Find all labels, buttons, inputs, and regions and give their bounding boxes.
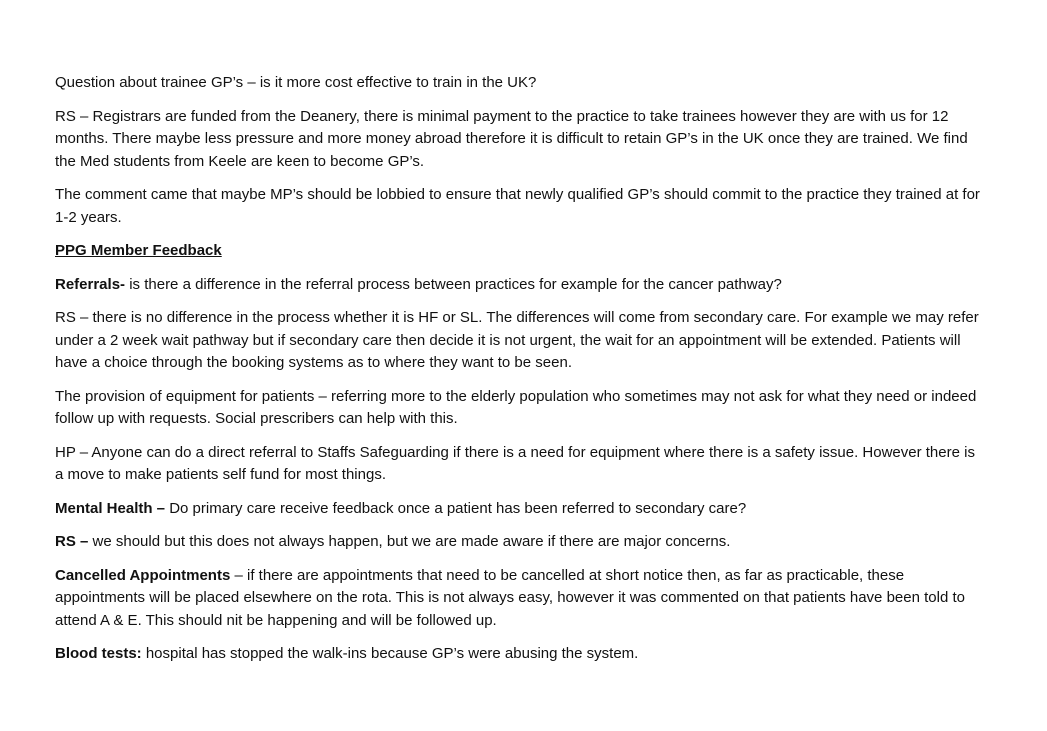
mp-lobby-comment-paragraph: The comment came that maybe MP’s should be lobbied to ensure that newly qualified GP’s should commit to the practice they trained at for 1-2 years. xyxy=(55,186,980,226)
document-page xyxy=(55,72,985,677)
blood-lead: Blood tests: xyxy=(55,645,142,662)
section-heading-ppg-feedback: PPG Member Feedback xyxy=(55,242,222,259)
rs-mental-text: we should but this does not always happen, but we are made aware if there are major concerns. xyxy=(88,533,731,550)
referrals-paragraph xyxy=(55,274,985,297)
blood-text: hospital has stopped the walk-ins because GP’s were abusing the system. xyxy=(141,645,639,662)
referrals-text: is there a difference in the referral process between practices for example for the cancer pathway? xyxy=(125,275,782,293)
rs-mental-health-paragraph xyxy=(55,531,985,554)
mental-health-text: Do primary care receive feedback once a patient has been referred to secondary care? xyxy=(165,499,747,517)
referrals-lead: Referrals- xyxy=(55,275,126,293)
equipment-paragraph: The provision of equipment for patients – referring more to the elderly population who sometimes may not ask for what they need or indeed follow up with requests. Social prescribers can help with this. xyxy=(55,387,977,427)
registrars-response-paragraph: RS – Registrars are funded from the Deanery, there is minimal payment to the practice to take trainees however they are with us for 12 months. There maybe less pressure and more money abroad therefore it is difficult to retain GP’s in the UK once they are trained. We find the Med students from Keele are keen to become GP’s. xyxy=(55,107,968,170)
mental-health-paragraph xyxy=(55,498,985,521)
rs-mental-lead: RS – xyxy=(55,533,89,550)
mental-health-lead: Mental Health – xyxy=(55,499,166,517)
blood-tests-paragraph xyxy=(55,643,985,666)
cancelled-appointments-paragraph xyxy=(55,565,985,633)
trainee-question-paragraph: Question about trainee GP’s – is it more cost effective to train in the UK? xyxy=(55,74,537,91)
hp-safeguarding-paragraph: HP – Anyone can do a direct referral to Staffs Safeguarding if there is a need for equipment where there is a safety issue. However there is a move to make patients self fund for most things. xyxy=(55,443,975,483)
cancelled-lead: Cancelled Appointments xyxy=(55,566,231,584)
cancelled-text: – if there are appointments that need to be cancelled at short notice then, as far as practicable, these appointments will be placed elsewhere on the rota. This is not always easy, however it was commented on that patients have been told to attend A & E. This should nit be happening and will be followed up. xyxy=(55,566,965,629)
rs-referrals-paragraph: RS – there is no difference in the process whether it is HF or SL. The differences will come from secondary care. For example we may refer under a 2 week wait pathway but if secondary care then decide it is not urgent, the wait for an appointment will be extended. Patients will have a choice through the booking systems as to where they want to be seen. xyxy=(55,309,979,371)
